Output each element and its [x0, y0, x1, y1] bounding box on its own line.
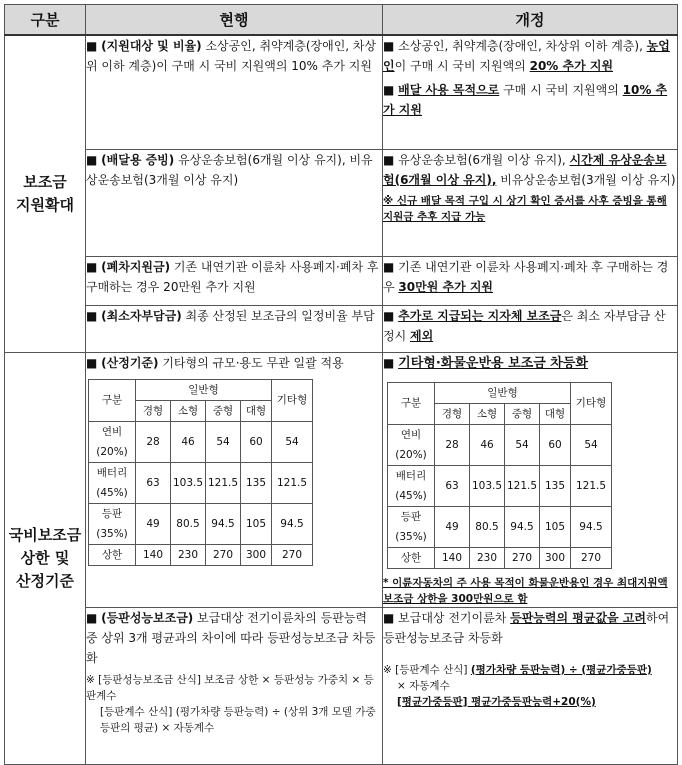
table-cell: 94.5	[505, 506, 540, 547]
revised-subsidy-table	[387, 382, 612, 569]
table-cell: 140	[136, 544, 171, 565]
table-header: 경형	[136, 400, 171, 421]
current-delivery-proof: ■ (배달용 증빙) 유상운송보험(6개월 이상 유지), 비유상운송보험(3개월 이상 유지)	[86, 149, 383, 256]
revised-note: × 자동계수	[397, 679, 450, 692]
revised-text: 유상운송보험(6개월 이상 유지),	[398, 152, 570, 167]
current-note: [등판계수 산식] (평가차량 등판능력) ÷ (상위 3개 모델 가중등판의 평균) × 자동계수	[100, 705, 376, 734]
table-cell: 49	[435, 506, 470, 547]
table-cell: 94.5	[272, 503, 313, 544]
revised-text: 비유상운송보험(3개월 이상 유지)	[496, 172, 676, 187]
table-cell: 28	[435, 424, 470, 465]
table-cell: 121.5	[571, 465, 612, 506]
table-header: 중형	[206, 400, 241, 421]
category-label: 국비보조금 상한 및 산정기준	[8, 525, 82, 590]
table-cell: 등판(35%)	[89, 503, 136, 544]
table-header: 구분	[89, 379, 136, 421]
current-head: (지원대상 및 비율)	[101, 39, 202, 53]
table-row	[388, 465, 612, 506]
current-body: 기타형의 규모·용도 무관 일괄 적용	[162, 355, 344, 370]
revised-scrap-subsidy: ■ 기존 내연기관 이륜차 사용폐지·폐차 후 구매하는 경우 30만원 추가 지원	[383, 256, 678, 305]
table-cell: 54	[206, 421, 241, 462]
table-cell: 상한	[89, 544, 136, 565]
current-support-target: ■ (지원대상 및 비율) 소상공인, 취약계층(장애인, 차상위 이하 계층)이 구매 시 국비 지원액의 10% 추가 지원	[86, 35, 383, 149]
table-row	[388, 506, 612, 547]
table-row	[89, 421, 313, 462]
table-cell: 배터리(45%)	[388, 465, 435, 506]
table-cell: 49	[136, 503, 171, 544]
current-head: (등판성능보조금)	[101, 610, 194, 625]
table-cell: 54	[505, 424, 540, 465]
table-cell: 103.5	[470, 465, 505, 506]
comparison-table-wrapper	[4, 4, 677, 734]
revised-text: 보급대상 전기이륜차	[398, 610, 511, 625]
table-cell: 105	[241, 503, 272, 544]
revised-note-emph: (평가차량 등판능력) ÷ (평균가중등판)	[470, 663, 652, 676]
table-cell: 등판(35%)	[388, 506, 435, 547]
table-cell: 270	[272, 544, 313, 565]
revised-emph: 제외	[410, 328, 434, 343]
table-header: 기타형	[571, 382, 612, 424]
revised-emph: 농업인	[383, 39, 670, 73]
table-cell: 46	[171, 421, 206, 462]
category-label: 보조금 지원확대	[16, 172, 74, 214]
revised-calc-standard: ■ 기타형·화물운반용 보조금 차등화 구분 일반형 기타형 경형 소형 중형 대형 연비(20%) 28 46 54 60 54 배터리(45%) 63 103.5 121.5 135 121.5 등판(35%) 49 80.5 94.5 105 94.5 상한 140 230 270 300 270 * 이륜자동차의 주 사용 목적이 화물운반용인 경우 최대지원액 보조금 상한을 300만원으로 함	[383, 352, 678, 607]
table-cell: 80.5	[470, 506, 505, 547]
table-cell: 121.5	[505, 465, 540, 506]
table-header: 경형	[435, 403, 470, 424]
comparison-table	[4, 4, 678, 765]
table-cell: 270	[505, 547, 540, 568]
table-cell: 135	[540, 465, 571, 506]
table-cell: 103.5	[171, 462, 206, 503]
table-cell: 270	[571, 547, 612, 568]
current-subsidy-table	[88, 379, 313, 566]
revised-note-emph: [평균가중등판] 평균가중등판능력+20(%)	[397, 695, 596, 708]
table-row	[388, 547, 612, 568]
header-category: 구분	[5, 5, 86, 36]
table-cell: 80.5	[171, 503, 206, 544]
revised-text: 구매 시 국비 지원액의	[499, 83, 623, 97]
table-header: 중형	[505, 403, 540, 424]
header-current: 현행	[86, 5, 383, 36]
current-scrap-subsidy: ■ (폐차지원금) 기존 내연기관 이륜차 사용폐지·폐차 후 구매하는 경우 20만원 추가 지원	[86, 256, 383, 305]
table-header: 기타형	[272, 379, 313, 421]
table-header: 소형	[171, 400, 206, 421]
current-head: (배달용 증빙)	[101, 152, 175, 167]
current-climb-subsidy: ■ (등판성능보조금) 보급대상 전기이륜차의 등판능력 중 상위 3개 평균과의 차이에 따라 등판성능보조금 차등화 ※ [등판성능보조금 산식] 보조금 상한 × 등판성능 가중치 × 등판계수 [등판계수 산식] (평가차량 등판능력) ÷ (상위 3개 모델 가중등판의 평균) × 자동계수	[86, 607, 383, 764]
revised-support-target: ■ 소상공인, 취약계층(장애인, 차상위 이하 계층), 농업인이 구매 시 국비 지원액의 20% 추가 지원 ■ 배달 사용 목적으로 구매 시 국비 지원액의 10% 추가 지원	[383, 35, 678, 149]
table-cell: 105	[540, 506, 571, 547]
current-note: ※ [등판성능보조금 산식] 보조금 상한 × 등판성능 가중치 × 등판계수	[86, 673, 374, 702]
revised-text: 하여 등판성능보조금 차등화	[383, 610, 670, 645]
table-header: 구분	[388, 382, 435, 424]
current-body: 기존 내연기관 이륜차 사용폐지·폐차 후 구매하는 경우 20만원 추가 지원	[86, 259, 379, 294]
revised-text: 기존 내연기관 이륜차 사용폐지·폐차 후 구매하는 경우	[383, 259, 669, 294]
table-cell: 94.5	[206, 503, 241, 544]
header-revised: 개정	[383, 5, 678, 36]
revised-text: 이 구매 시 국비 지원액의	[394, 59, 530, 73]
table-cell: 연비(20%)	[388, 424, 435, 465]
current-body: 유상운송보험(6개월 이상 유지), 비유상운송보험(3개월 이상 유지)	[86, 152, 373, 187]
current-head: (폐차지원금)	[101, 259, 171, 274]
table-row	[89, 462, 313, 503]
table-row	[388, 424, 612, 465]
revised-emph: 10% 추가 지원	[383, 83, 668, 117]
table-header: 일반형	[435, 382, 571, 403]
revised-emph: 20% 추가 지원	[529, 59, 614, 73]
table-row	[89, 544, 313, 565]
table-cell: 연비(20%)	[89, 421, 136, 462]
current-min-self-pay: ■ (최소자부담금) 최종 산정된 보조금의 일정비율 부담	[86, 305, 383, 352]
table-cell: 28	[136, 421, 171, 462]
revised-note: * 이륜자동차의 주 사용 목적이 화물운반용인 경우 최대지원액 보조금 상한을 300만원으로 함	[383, 576, 668, 605]
current-head: (최소자부담금)	[101, 308, 182, 323]
revised-emph: 기타형·화물운반용 보조금 차등화	[398, 355, 588, 371]
table-cell: 94.5	[571, 506, 612, 547]
table-cell: 121.5	[272, 462, 313, 503]
table-cell: 63	[435, 465, 470, 506]
current-body: 최종 산정된 보조금의 일정비율 부담	[185, 308, 375, 323]
table-cell: 상한	[388, 547, 435, 568]
table-cell: 300	[540, 547, 571, 568]
current-body: 소상공인, 취약계층(장애인, 차상위 이하 계층)이 구매 시 국비 지원액의 10% 추가 지원	[86, 39, 377, 73]
table-cell: 63	[136, 462, 171, 503]
table-cell: 230	[171, 544, 206, 565]
current-head: (산정기준)	[101, 355, 159, 370]
table-cell: 230	[470, 547, 505, 568]
revised-note: ※ [등판계수 산식]	[383, 663, 471, 676]
revised-text: 소상공인, 취약계층(장애인, 차상위 이하 계층),	[398, 39, 647, 53]
table-cell: 54	[272, 421, 313, 462]
revised-climb-subsidy: ■ 보급대상 전기이륜차 등판능력의 평균값을 고려하여 등판성능보조금 차등화 ※ [등판계수 산식] (평가차량 등판능력) ÷ (평균가중등판) × 자동계수 [평균가중등판] 평균가중등판능력+20(%)	[383, 607, 678, 764]
table-header: 소형	[470, 403, 505, 424]
current-calc-standard: ■ (산정기준) 기타형의 규모·용도 무관 일괄 적용 구분 일반형 기타형 경형 소형 중형 대형 연비(20%) 28 46 54 60 54 배터리(45%) 63 103.5 121.5 135 121.5 등판(35%) 49 80.5 94.5 105 94.5 상한 140 230 270 300 270	[86, 352, 383, 607]
table-header: 일반형	[136, 379, 272, 400]
revised-emph: 배달 사용 목적으로	[398, 83, 500, 97]
revised-note: ※ 신규 배달 목적 구입 시 상기 확인 증서를 사후 증빙을 통해 지원금 추후 지급 가능	[383, 194, 667, 223]
revised-emph: 30만원 추가 지원	[398, 279, 494, 294]
table-header: 대형	[241, 400, 272, 421]
current-body: 보급대상 전기이륜차의 등판능력 중 상위 3개 평균과의 차이에 따라 등판성능보조금 차등화	[86, 610, 376, 665]
revised-text: 은 최소 자부담금 산정시	[383, 308, 666, 343]
table-cell: 135	[241, 462, 272, 503]
table-row	[89, 503, 313, 544]
revised-emph: 등판능력의 평균값을 고려	[510, 610, 646, 625]
revised-min-self-pay: ■ 추가로 지급되는 지자체 보조금은 최소 자부담금 산정시 제외	[383, 305, 678, 352]
table-cell: 60	[241, 421, 272, 462]
table-cell: 140	[435, 547, 470, 568]
table-cell: 60	[540, 424, 571, 465]
category-subsidy-expansion	[5, 35, 86, 352]
revised-emph: 추가로 지급되는 지자체 보조금	[398, 308, 562, 323]
table-cell: 46	[470, 424, 505, 465]
revised-delivery-proof: ■ 유상운송보험(6개월 이상 유지), 시간제 유상운송보험(6개월 이상 유지), 비유상운송보험(3개월 이상 유지) ※ 신규 배달 목적 구입 시 상기 확인 증서를 사후 증빙을 통해 지원금 추후 지급 가능	[383, 149, 678, 256]
table-cell: 배터리(45%)	[89, 462, 136, 503]
table-header: 대형	[540, 403, 571, 424]
table-cell: 270	[206, 544, 241, 565]
table-cell: 300	[241, 544, 272, 565]
category-subsidy-cap	[5, 352, 86, 764]
revised-emph: 시간제 유상운송보험(6개월 이상 유지),	[383, 152, 667, 187]
table-cell: 121.5	[206, 462, 241, 503]
table-cell: 54	[571, 424, 612, 465]
